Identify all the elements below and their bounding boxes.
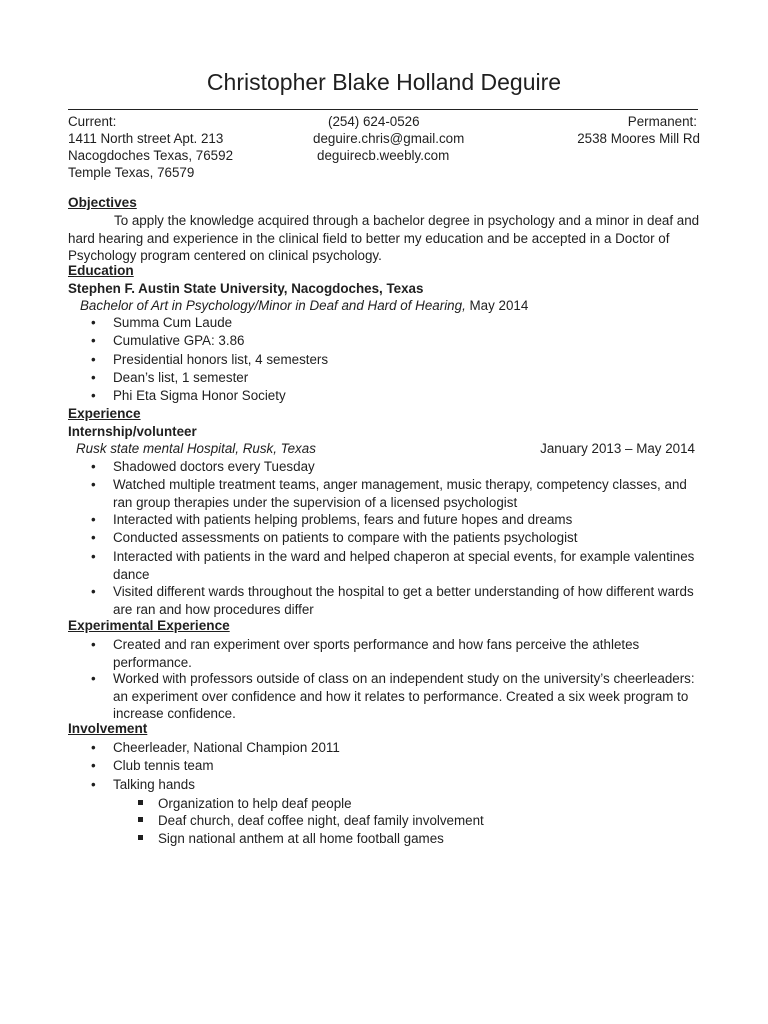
bullet-icon: • <box>91 530 96 545</box>
header-divider <box>68 109 698 110</box>
education-item: Presidential honors list, 4 semesters <box>113 352 329 367</box>
resume-name: Christopher Blake Holland Deguire <box>206 69 562 95</box>
bullet-icon: • <box>91 512 96 527</box>
experience-item: Watched multiple treatment teams, anger management, music therapy, competency classes, and ran group therapies under the supervision of a licensed psychologist <box>113 477 687 510</box>
involvement-item: Club tennis team <box>113 758 214 773</box>
permanent-label: Permanent: <box>627 114 697 129</box>
objectives-text: To apply the knowledge acquired through a bachelor degree in psychology and a minor in deaf and hard hearing and experience in the clinical field to better my education and be accepted in a Doctor of Psychology program centered on clinical psychology. <box>68 213 700 264</box>
education-heading: Education <box>68 263 134 278</box>
bullet-icon: • <box>91 352 96 367</box>
bullet-icon: • <box>91 740 96 755</box>
experience-item: Shadowed doctors every Tuesday <box>113 459 315 474</box>
involvement-subitem: Deaf church, deaf coffee night, deaf family involvement <box>158 813 484 828</box>
phone-number: (254) 624-0526 <box>328 114 420 129</box>
bullet-icon: • <box>91 388 96 403</box>
current-label: Current: <box>68 114 117 129</box>
website-link: deguirecb.weebly.com <box>317 148 450 163</box>
involvement-subitem: Sign national anthem at all home football games <box>158 831 444 846</box>
experience-item: Conducted assessments on patients to compare with the patients psychologist <box>113 530 578 545</box>
email-address: deguire.chris@gmail.com <box>313 131 465 146</box>
bullet-icon: • <box>91 370 96 385</box>
bullet-icon: • <box>91 637 96 652</box>
involvement-subitem: Organization to help deaf people <box>158 796 352 811</box>
permanent-address-line-2: Temple Texas, 76579 <box>68 165 195 180</box>
experimental-item: Created and ran experiment over sports performance and how fans perceive the athletes performance. <box>113 637 640 670</box>
square-bullet-icon <box>138 800 143 805</box>
experience-item: Interacted with patients in the ward and helped chaperon at special events, for example valentines dance <box>113 549 695 582</box>
education-degree: Bachelor of Art in Psychology/Minor in Deaf and Hard of Hearing, <box>80 298 466 313</box>
education-school: Stephen F. Austin State University, Nacogdoches, Texas <box>68 281 424 296</box>
experience-subheading: Internship/volunteer <box>68 424 197 439</box>
bullet-icon: • <box>91 777 96 792</box>
education-date: May 2014 <box>465 298 529 313</box>
permanent-address-line-1: 2538 Moores Mill Rd <box>577 131 700 146</box>
experience-heading: Experience <box>68 406 141 421</box>
involvement-heading: Involvement <box>68 721 148 736</box>
bullet-icon: • <box>91 584 96 599</box>
experience-item: Interacted with patients helping problems, fears and future hopes and dreams <box>113 512 573 527</box>
bullet-icon: • <box>91 459 96 474</box>
involvement-item: Talking hands <box>113 777 195 792</box>
experimental-heading: Experimental Experience <box>68 618 230 633</box>
current-address-line-1: 1411 North street Apt. 213 <box>68 131 224 146</box>
education-item: Phi Eta Sigma Honor Society <box>113 388 286 403</box>
experience-dates: January 2013 – May 2014 <box>540 441 695 456</box>
education-item: Summa Cum Laude <box>113 315 233 330</box>
bullet-icon: • <box>91 315 96 330</box>
bullet-icon: • <box>91 549 96 564</box>
square-bullet-icon <box>138 817 143 822</box>
bullet-icon: • <box>91 477 96 492</box>
bullet-icon: • <box>91 671 96 686</box>
objectives-heading: Objectives <box>68 195 137 210</box>
experience-item: Visited different wards throughout the hospital to get a better understanding of how different wards are ran and how procedures differ <box>113 584 694 617</box>
experimental-item: Worked with professors outside of class on an independent study on the university’s cheerleaders: an experiment over confidence and how it relates to performance. Created a six week program to increase confidence. <box>113 671 695 722</box>
education-item: Dean’s list, 1 semester <box>113 370 249 385</box>
education-degree-line <box>80 297 528 314</box>
square-bullet-icon <box>138 835 143 840</box>
involvement-item: Cheerleader, National Champion 2011 <box>113 740 340 755</box>
bullet-icon: • <box>91 758 96 773</box>
experience-place: Rusk state mental Hospital, Rusk, Texas <box>76 441 316 456</box>
current-address-line-2: Nacogdoches Texas, 76592 <box>68 148 234 163</box>
education-item: Cumulative GPA: 3.86 <box>113 333 245 348</box>
bullet-icon: • <box>91 333 96 348</box>
